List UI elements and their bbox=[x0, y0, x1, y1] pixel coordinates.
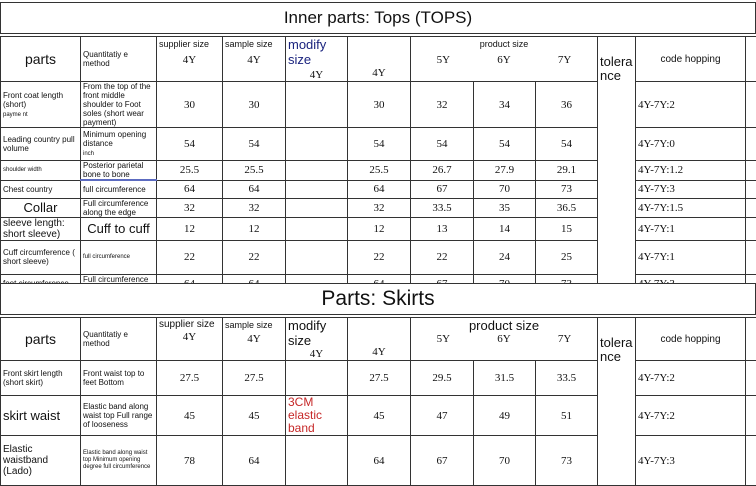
tops-header-row bbox=[1, 37, 756, 82]
modify-value bbox=[286, 82, 348, 128]
modify-value: 3CM elastic band bbox=[286, 396, 348, 436]
size-7y-value: 15 bbox=[536, 217, 598, 240]
size-5y-value: 47 bbox=[411, 396, 474, 436]
size-4y-value: 32 bbox=[348, 198, 411, 217]
code-value: 4Y-7Y:0 bbox=[636, 128, 746, 161]
sample-size-label: sample size bbox=[225, 39, 283, 49]
tops-section-banner: Inner parts: Tops (TOPS) bbox=[0, 2, 756, 34]
sample-value: 25.5 bbox=[223, 161, 286, 181]
tolerance-header: tolera nce bbox=[598, 318, 636, 486]
modify-value bbox=[286, 217, 348, 240]
size-7y-value: 73 bbox=[536, 180, 598, 198]
table-row bbox=[1, 180, 756, 198]
edge-cell bbox=[746, 82, 756, 128]
size-4y-value: 54 bbox=[348, 128, 411, 161]
parts-header: parts bbox=[1, 318, 81, 361]
code-value: 4Y-7Y:3 bbox=[636, 180, 746, 198]
sample-value: 64 bbox=[223, 180, 286, 198]
supplier-value: 25.5 bbox=[157, 161, 223, 181]
supplier-value: 22 bbox=[157, 240, 223, 274]
table-row bbox=[1, 240, 756, 274]
supplier-value: 54 bbox=[157, 128, 223, 161]
product-size-header bbox=[411, 318, 598, 361]
tolerance-header: tolera nce bbox=[598, 37, 636, 294]
part-cell: sleeve length: short sleeve) bbox=[1, 217, 81, 240]
sample-value: 30 bbox=[223, 82, 286, 128]
size-4y-value: 64 bbox=[348, 436, 411, 486]
modify-value bbox=[286, 436, 348, 486]
size-5y-value: 67 bbox=[411, 436, 474, 486]
edge-cell bbox=[746, 217, 756, 240]
part-cell: Front skirt length (short skirt) bbox=[1, 361, 81, 396]
supplier-value: 64 bbox=[157, 180, 223, 198]
table-row bbox=[1, 198, 756, 217]
sample-value: 32 bbox=[223, 198, 286, 217]
size-label: 4Y bbox=[159, 55, 220, 65]
size-label: 6Y bbox=[497, 55, 510, 65]
size-6y-value: 14 bbox=[474, 217, 536, 240]
size-label: 7Y bbox=[558, 55, 571, 65]
size-4y-value: 64 bbox=[348, 180, 411, 198]
part-cell: skirt waist bbox=[1, 396, 81, 436]
part-cell: Elastic waistband (Lado) bbox=[1, 436, 81, 486]
table-row bbox=[1, 161, 756, 181]
sample-value: 22 bbox=[223, 240, 286, 274]
size-4y-value: 22 bbox=[348, 240, 411, 274]
method-cell: Minimum opening distance inch bbox=[81, 128, 157, 161]
part-cell: Front coat length (short) payme nt bbox=[1, 82, 81, 128]
size-6y-value: 70 bbox=[474, 180, 536, 198]
method-cell: full circumference bbox=[81, 240, 157, 274]
modify-value bbox=[286, 240, 348, 274]
size-4y-header: 4Y bbox=[348, 37, 411, 82]
size-7y-value: 25 bbox=[536, 240, 598, 274]
size-4y-value: 12 bbox=[348, 217, 411, 240]
size-5y-value: 22 bbox=[411, 240, 474, 274]
code-hopping-header: code hopping bbox=[636, 37, 746, 82]
size-6y-value: 34 bbox=[474, 82, 536, 128]
size-4y-header: 4Y bbox=[348, 318, 411, 361]
size-6y-value: 54 bbox=[474, 128, 536, 161]
modify-size-header bbox=[286, 37, 348, 82]
part-cell: shoulder width bbox=[1, 161, 81, 181]
modify-value bbox=[286, 128, 348, 161]
sample-value: 54 bbox=[223, 128, 286, 161]
edge-cell bbox=[746, 240, 756, 274]
sample-size-header bbox=[223, 37, 286, 82]
supplier-size-header bbox=[157, 318, 223, 361]
size-7y-value: 51 bbox=[536, 396, 598, 436]
supplier-value: 78 bbox=[157, 436, 223, 486]
size-label: 4Y bbox=[159, 332, 220, 342]
skirts-section-banner: Parts: Skirts bbox=[0, 283, 756, 315]
size-label: 5Y bbox=[437, 333, 450, 345]
method-header: Quantitatiy e method bbox=[81, 318, 157, 361]
sample-value: 64 bbox=[223, 436, 286, 486]
table-row bbox=[1, 128, 756, 161]
method-cell: From the top of the front middle shoulder to Foot soles (short wear payment) bbox=[81, 82, 157, 128]
size-7y-value: 29.1 bbox=[536, 161, 598, 181]
size-label: 6Y bbox=[497, 333, 510, 345]
sample-value: 27.5 bbox=[223, 361, 286, 396]
code-value: 4Y-7Y:2 bbox=[636, 396, 746, 436]
code-value: 4Y-7Y:1 bbox=[636, 240, 746, 274]
method-cell: Full circumference along the edge bbox=[81, 198, 157, 217]
size-5y-value: 54 bbox=[411, 128, 474, 161]
size-5y-value: 29.5 bbox=[411, 361, 474, 396]
size-6y-value: 49 bbox=[474, 396, 536, 436]
size-7y-value: 54 bbox=[536, 128, 598, 161]
size-7y-value: 36.5 bbox=[536, 198, 598, 217]
size-label: 4Y bbox=[288, 348, 345, 360]
sample-size-header bbox=[223, 318, 286, 361]
size-4y-value: 30 bbox=[348, 82, 411, 128]
code-hopping-header: code hopping bbox=[636, 318, 746, 361]
size-6y-value: 27.9 bbox=[474, 161, 536, 181]
edge-cell bbox=[746, 361, 756, 396]
modify-size-label: modify size bbox=[288, 318, 345, 348]
sample-value: 12 bbox=[223, 217, 286, 240]
method-header: Quantitatiy e method bbox=[81, 37, 157, 82]
size-5y-value: 67 bbox=[411, 180, 474, 198]
product-size-header bbox=[411, 37, 598, 82]
edge-cell bbox=[746, 128, 756, 161]
size-6y-value: 24 bbox=[474, 240, 536, 274]
supplier-value: 45 bbox=[157, 396, 223, 436]
size-label: 4Y bbox=[288, 69, 345, 81]
size-5y-value: 33.5 bbox=[411, 198, 474, 217]
table-row bbox=[1, 396, 756, 436]
edge-cell bbox=[746, 198, 756, 217]
part-cell: Chest country bbox=[1, 180, 81, 198]
size-5y-value: 32 bbox=[411, 82, 474, 128]
method-cell: Elastic band along waist top Full range of looseness bbox=[81, 396, 157, 436]
size-7y-value: 33.5 bbox=[536, 361, 598, 396]
code-value: 4Y-7Y:1 bbox=[636, 217, 746, 240]
size-4y-value: 25.5 bbox=[348, 161, 411, 181]
code-value: 4Y-7Y:2 bbox=[636, 82, 746, 128]
supplier-value: 27.5 bbox=[157, 361, 223, 396]
edge-cell bbox=[746, 161, 756, 181]
edge-cell bbox=[746, 318, 756, 361]
parts-header: parts bbox=[1, 37, 81, 82]
edge-cell bbox=[746, 180, 756, 198]
skirts-measurement-table bbox=[0, 317, 756, 486]
modify-size-label: modify size bbox=[288, 37, 345, 67]
size-4y-value: 45 bbox=[348, 396, 411, 436]
modify-size-header bbox=[286, 318, 348, 361]
method-cell: Cuff to cuff bbox=[81, 217, 157, 240]
size-label: 5Y bbox=[437, 55, 450, 65]
method-cell: Full circumference bbox=[81, 274, 157, 293]
size-label: 7Y bbox=[558, 333, 571, 345]
code-value: 4Y-7Y:2 bbox=[636, 361, 746, 396]
supplier-size-label: supplier size bbox=[159, 320, 220, 330]
skirts-header-row bbox=[1, 318, 756, 361]
size-4y-value: 27.5 bbox=[348, 361, 411, 396]
table-row bbox=[1, 436, 756, 486]
method-cell: Elastic band along waist top Minimum opening degree full circumference bbox=[81, 436, 157, 486]
size-5y-value: 26.7 bbox=[411, 161, 474, 181]
code-value: 4Y-7Y:1.2 bbox=[636, 161, 746, 181]
supplier-value: 32 bbox=[157, 198, 223, 217]
part-cell: Leading country pull volume bbox=[1, 128, 81, 161]
modify-value bbox=[286, 180, 348, 198]
table-row bbox=[1, 82, 756, 128]
sample-size-label: sample size bbox=[225, 320, 283, 330]
size-7y-value: 73 bbox=[536, 436, 598, 486]
supplier-size-header bbox=[157, 37, 223, 82]
method-cell: Front waist top to feet Bottom bbox=[81, 361, 157, 396]
modify-value bbox=[286, 361, 348, 396]
method-cell: Posterior parietal bone to bone bbox=[81, 161, 157, 181]
code-value: 4Y-7Y:3 bbox=[636, 436, 746, 486]
modify-value bbox=[286, 198, 348, 217]
product-size-label: product size bbox=[413, 318, 595, 333]
supplier-size-label: supplier size bbox=[159, 39, 220, 49]
size-7y-value: 36 bbox=[536, 82, 598, 128]
part-cell: Cuff circumference ( short sleeve) bbox=[1, 240, 81, 274]
method-cell: full circumference bbox=[81, 180, 157, 198]
size-5y-value: 13 bbox=[411, 217, 474, 240]
table-row bbox=[1, 361, 756, 396]
size-label: 4Y bbox=[225, 55, 283, 65]
code-value: 4Y-7Y:1.5 bbox=[636, 198, 746, 217]
product-size-label: product size bbox=[413, 39, 595, 49]
tops-measurement-table bbox=[0, 36, 756, 294]
size-6y-value: 31.5 bbox=[474, 361, 536, 396]
size-label: 4Y bbox=[225, 334, 283, 344]
table-row bbox=[1, 217, 756, 240]
sample-value: 45 bbox=[223, 396, 286, 436]
size-6y-value: 70 bbox=[474, 436, 536, 486]
part-cell: Collar bbox=[1, 198, 81, 217]
supplier-value: 12 bbox=[157, 217, 223, 240]
edge-cell bbox=[746, 37, 756, 82]
modify-value bbox=[286, 161, 348, 181]
supplier-value: 30 bbox=[157, 82, 223, 128]
edge-cell bbox=[746, 396, 756, 436]
size-6y-value: 35 bbox=[474, 198, 536, 217]
edge-cell bbox=[746, 436, 756, 486]
